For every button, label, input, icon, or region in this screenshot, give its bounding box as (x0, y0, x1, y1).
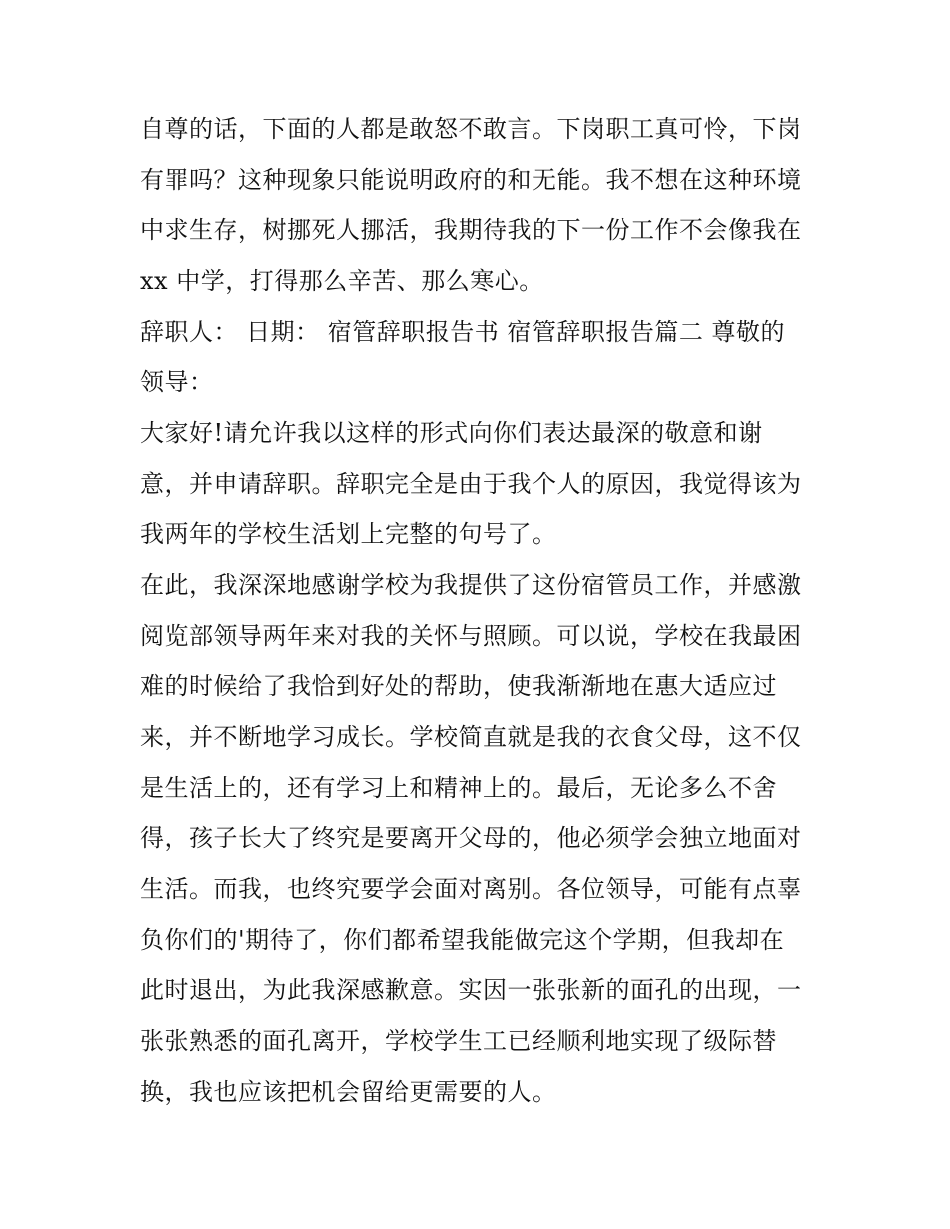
text-line: 我两年的学校生活划上完整的句号了。 (140, 520, 557, 548)
text-line: 是生活上的，还有学习上和精神上的。最后，无论多么不舍 (140, 774, 777, 802)
text-line: 中求生存，树挪死人挪活，我期待我的下一份工作不会像我在 (140, 216, 802, 244)
text-line: 难的时候给了我恰到好处的帮助，使我渐渐地在惠大适应过 (140, 672, 777, 700)
text-line: 大家好!请允许我以这样的形式向你们表达最深的敬意和谢 (140, 419, 763, 447)
text-line: 来，并不断地学习成长。学校简直就是我的衣食父母，这不仅 (140, 723, 802, 751)
text-line: 换，我也应该把机会留给更需要的人。 (140, 1078, 557, 1106)
text-line: 在此，我深深地感谢学校为我提供了这份宿管员工作，并感激 (140, 571, 802, 599)
text-line: 意，并申请辞职。辞职完全是由于我个人的原因，我觉得该为 (140, 470, 802, 498)
text-line: 阅览部领导两年来对我的关怀与照顾。可以说，学校在我最困 (140, 622, 802, 650)
text-line: xx 中学，打得那么辛苦、那么寒心。 (140, 267, 544, 295)
text-line: 领导： (140, 368, 214, 396)
text-line: 张张熟悉的面孔离开，学校学生工已经顺利地实现了级际替 (140, 1027, 777, 1055)
text-line: 得，孩子长大了终究是要离开父母的，他必须学会独立地面对 (140, 824, 802, 852)
text-line: 有罪吗？这种现象只能说明政府的和无能。我不想在这种环境 (140, 166, 802, 194)
text-line: 此时退出，为此我深感歉意。实因一张张新的面孔的出现，一 (140, 976, 802, 1004)
text-line: 辞职人： 日期： 宿管辞职报告书 宿管辞职报告篇二 尊敬的 (140, 318, 786, 346)
text-line: 生活。而我，也终究要学会面对离别。各位领导，可能有点辜 (140, 875, 802, 903)
text-line: 负你们的'期待了，你们都希望我能做完这个学期，但我却在 (140, 926, 785, 954)
text-line: 自尊的话，下面的人都是敢怒不敢言。下岗职工真可怜，下岗 (140, 115, 802, 143)
